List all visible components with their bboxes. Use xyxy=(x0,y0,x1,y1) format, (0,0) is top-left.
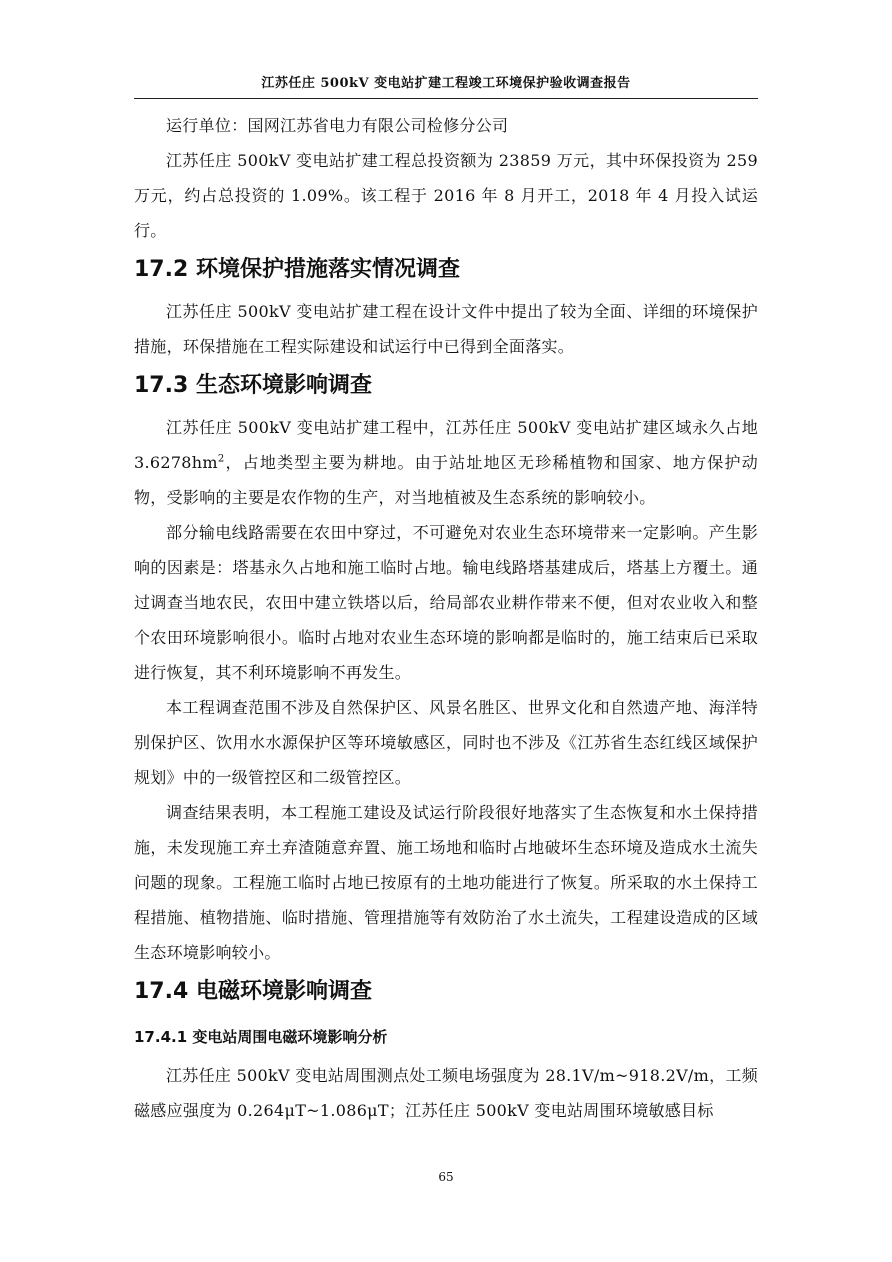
running-header: 江苏任庄 500kV 变电站扩建工程竣工环境保护验收调查报告 xyxy=(261,76,631,91)
section-17-3-heading: 17.3 生态环境影响调查 xyxy=(134,373,372,398)
transmission-line-paragraph: 部分输电线路需要在农田中穿过，不可避免对农业生态环境带来一定影响。产生影响的因素是：塔基永久占地和施工临时占地。输电线路塔基建成后，塔基上方覆土。通过调查当地农民，农田中建立铁塔以后，给局部农业耕作带来不便，但对农业收入和整个农田环境影响很小。临时占地对农业生态环境的影响都是临时的，施工结束后已采取进行恢复，其不利环境影响不再发生。 xyxy=(134,523,758,682)
section-17-2-paragraph: 江苏任庄 500kV 变电站扩建工程在设计文件中提出了较为全面、详细的环境保护措施，环保措施在工程实际建设和试运行中已得到全面落实。 xyxy=(134,302,758,356)
page-number: 65 xyxy=(438,1170,454,1184)
survey-result-paragraph: 调查结果表明，本工程施工建设及试运行阶段很好地落实了生态恢复和水土保持措施，未发现施工弃土弃渣随意弃置、施工场地和临时占地破坏生态环境及造成水土流失问题的现象。工程施工临时占地已按原有的土地功能进行了恢复。所采取的水土保持工程措施、植物措施、临时措施、管理措施等有效防治了水土流失，工程建设造成的区域生态环境影响较小。 xyxy=(134,803,758,962)
electromagnetic-paragraph: 江苏任庄 500kV 变电站周围测点处工频电场强度为 28.1V/m~918.2V/m，工频磁感应强度为 0.264μT~1.086μT；江苏任庄 500kV 变电站周围环境敏感目标 xyxy=(134,1066,758,1120)
land-use-paragraph xyxy=(134,410,758,515)
area-unit-superscript: 2 xyxy=(217,453,225,465)
land-use-text-a: 江苏任庄 500kV 变电站扩建工程中，江苏任庄 500kV 变电站扩建区域永久占地 3.6278hm xyxy=(134,418,758,472)
section-17-4-1-heading: 17.4.1 变电站周围电磁环境影响分析 xyxy=(134,1028,388,1046)
operator-line: 运行单位：国网江苏省电力有限公司检修分公司 xyxy=(166,116,509,135)
sensitive-area-paragraph: 本工程调查范围不涉及自然保护区、风景名胜区、世界文化和自然遗产地、海洋特别保护区、饮用水水源保护区等环境敏感区，同时也不涉及《江苏省生态红线区域保护规划》中的一级管控区和二级管控区。 xyxy=(134,698,758,787)
page-body xyxy=(134,108,758,1128)
investment-paragraph: 江苏任庄 500kV 变电站扩建工程总投资额为 23859 万元，其中环保投资为 259 万元，约占总投资的 1.09%。该工程于 2016 年 8 月开工，2018 年 4 月投入试运行。 xyxy=(134,151,758,240)
section-17-2-heading: 17.2 环境保护措施落实情况调查 xyxy=(134,257,460,282)
section-17-4-heading: 17.4 电磁环境影响调查 xyxy=(134,979,372,1004)
header-rule xyxy=(134,98,758,99)
land-use-text-b: ，占地类型主要为耕地。由于站址地区无珍稀植物和国家、地方保护动物，受影响的主要是农作物的生产，对当地植被及生态系统的影响较小。 xyxy=(134,453,758,507)
